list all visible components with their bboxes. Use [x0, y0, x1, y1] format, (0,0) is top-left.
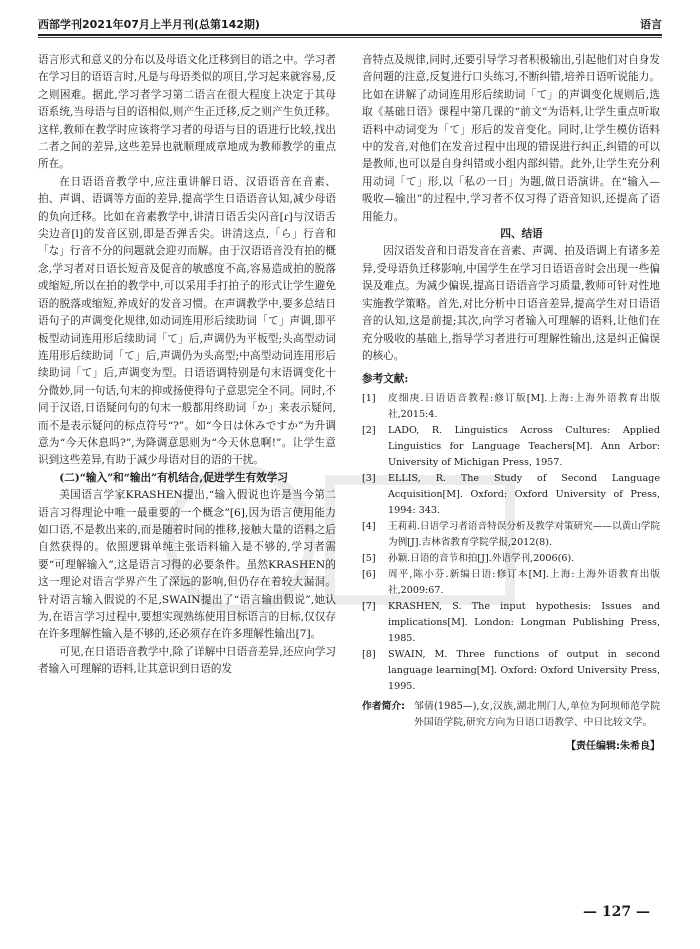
reference-item [362, 551, 660, 567]
reference-item [362, 567, 660, 599]
references-list [362, 391, 660, 695]
reference-number: [6] [362, 568, 376, 580]
page-number: — 127 — [583, 904, 650, 920]
reference-text: 皮细庚.日语语音教程:修订版[M].上海:上海外语教育出版社,2015:4. [388, 392, 660, 420]
reference-text: 孙颖.日语的音节和拍[J].外语学刊,2006(6). [388, 552, 575, 564]
paragraph: 可见,在日语语音教学中,除了详解中日语音差异,还应向学习者输入可理解的语料,让其意识到日语的发 [38, 645, 336, 676]
subsection-heading: (二)“输入”和“输出”有机结合,促进学生有效学习 [59, 471, 288, 484]
reference-item [362, 519, 660, 551]
paragraph: 在日语语音教学中,应注重讲解日语、汉语语音在音素、拍、声调、语调等方面的差异,提高学生日语语音认知,减少母语的负向迁移。比如在音素教学中,讲清日语舌尖闪音[ɾ]与汉语舌尖边音[l]的发音区别,即是否弹舌尖。讲清这点,「ら」行音和「な」行音不分的问题就会迎刃而解。由于汉语语音没有拍的概念,学习者对日语长短音及促音的敏感度不高,容易造成拍的脱落或缩短,所以在拍的教学中,可以采用手打拍子的形式让学生避免语的脱落或缩短,养成好的发音习惯。在声调教学中,要多总结日语句子的声调变化规律,如动词连用形后续助词「て」声调,即平板型动词连用形后续助词「て」后,声调仍为平板型;头高型动词连用形后续助词「て」后,声调仍为头高型;中高型动词连用形后续助词「て」后,声调变为型。日语语调特别是句末语调变化十分微妙,同一句话,句末的抑或扬使得句子意思完全不同。同时,不同于汉语,日语疑问句的句末一般都用终助词「か」来表示疑问,而不是表示疑问的标点符号“?”。如“今日は休みですか”为升调意为“今天休息吗?”,为降调意思则为“今天休息啊!”。让学生意识到这些差异,有助于减少母语对目的语的干扰。 [38, 175, 336, 467]
reference-item [362, 423, 660, 471]
reference-number: [4] [362, 520, 376, 532]
right-column [362, 52, 660, 755]
header-rule [38, 34, 662, 36]
reference-text: ELLIS, R. The Study of Second Language Acquisition[M]. Oxford: Oxford University of Press, 1994: 343. [388, 472, 660, 516]
references-title: 参考文献: [362, 373, 409, 386]
journal-title: 西部学刊2021年07月上半月刊(总第142期) [38, 18, 260, 31]
reference-item [362, 647, 660, 695]
section-heading: 四、结语 [500, 228, 543, 241]
reference-text: KRASHEN, S. The input hypothesis: Issues and implications[M]. London: Longman Publishing Press, 1985. [388, 600, 660, 644]
paragraph: 语言形式和意义的分布以及母语文化迁移到目的语之中。学习者在学习目的语语言时,凡是与母语类似的项目,学习起来就容易,反之则困难。据此,学习者学习第二语言在很大程度上决定于其母语系统,当母语与目的语相似,则产生正迁移,反之则产生负迁移。这样,教师在教学时应该将学习者的母语与目的语进行比较,找出二者之间的差异,这些差异也就顺理成章地成为教师教学的重点所在。 [38, 54, 336, 171]
author-bio-text: 邹倩(1985—),女,汉族,湖北荆门人,单位为阿坝师范学院外国语学院,研究方向为日语口语教学、中日比较文学。 [414, 700, 660, 729]
reference-item [362, 599, 660, 647]
reference-number: [5] [362, 552, 376, 564]
reference-number: [3] [362, 472, 376, 484]
reference-number: [7] [362, 600, 376, 612]
paragraph: 因汉语发音和日语发音在音素、声调、拍及语调上有诸多差异,受母语负迁移影响,中国学生在学习日语语音时会出现一些偏误及难点。为减少偏误,提高日语语音学习质量,教师可针对性地实施教学策略。首先,对比分析中日语音差异,提高学生对日语语音的认知,这是前提;其次,向学习者输入可理解的语料,让他们在充分吸收的基础上,指导学习者进行可理解性输出,这是纠正偏误的核心。 [362, 245, 660, 362]
paragraph: 音特点及规律,同时,还要引导学习者积极输出,引起他们对自身发音问题的注意,反复进行口头练习,不断纠错,培养日语听说能力。比如在讲解了动词连用形后续助词「て」的声调变化规则后,选取《基础日语》课程中第几课的“前文”为语料,让学生重点听取语料中动词变为「て」形后的发音变化。同时,让学生模仿语料中的发音,对他们在发音过程中出现的错误进行纠正,纠错的可以是教师,也可以是自身纠错或小组内部纠错。此外,让学生充分利用动词「て」形,以「私の一日」为题,做日语演讲。在“输入—吸收—输出”的过程中,学习者不仅习得了语音知识,还提高了语用能力。 [362, 54, 660, 223]
reference-text: SWAIN, M. Three functions of output in second language learning[M]. Oxford: Oxford University Press, 1995. [388, 648, 660, 692]
editor-credit: 【责任编辑:朱希良】 [566, 740, 660, 752]
reference-number: [1] [362, 392, 376, 404]
left-column [38, 52, 336, 679]
author-bio-label: 作者简介: [362, 700, 406, 712]
author-bio [362, 699, 660, 732]
paragraph: 美国语言学家KRASHEN提出,“输入假说也许是当今第二语言习得理论中唯一最重要的一个概念”[6],因为语言使用能力如口语,不是教出来的,而是随着时间的推移,接触大量的语料之后自然获得的。依照逻辑单纯主张语料输入是不够的,学习者需要“可理解输入”,这是语言习得的必要条件。虽然KRASHEN的这一理论对语言学界产生了深远的影响,但仍存在着较大漏洞。针对语言输入假说的不足,SWAIN提出了“语言输出假说”,她认为,在语言学习过程中,要想实现熟练使用目标语言的目标,仅仅存在许多理解性输入是不够的,还必须存在许多理解性输出[7]。 [38, 489, 336, 641]
reference-number: [8] [362, 648, 376, 660]
header-rule-thin [38, 37, 662, 38]
reference-text: 周平,陈小芬.新编日语:修订本[M].上海:上海外语教育出版社,2009:67. [388, 568, 660, 596]
reference-number: [2] [362, 424, 376, 436]
reference-text: 王莉莉.日语学习者语音特误分析及教学对策研究——以黄山学院为例[J].吉林省教育学院学报,2012(8). [388, 520, 660, 548]
section-name: 语言 [640, 18, 662, 31]
reference-item [362, 391, 660, 423]
reference-item [362, 471, 660, 519]
reference-text: LADO, R. Linguistics Across Cultures: Applied Linguistics for Language Teachers[M]. Ann Arbor: University of Michigan Press, 1957. [388, 424, 660, 468]
running-header [38, 12, 662, 32]
